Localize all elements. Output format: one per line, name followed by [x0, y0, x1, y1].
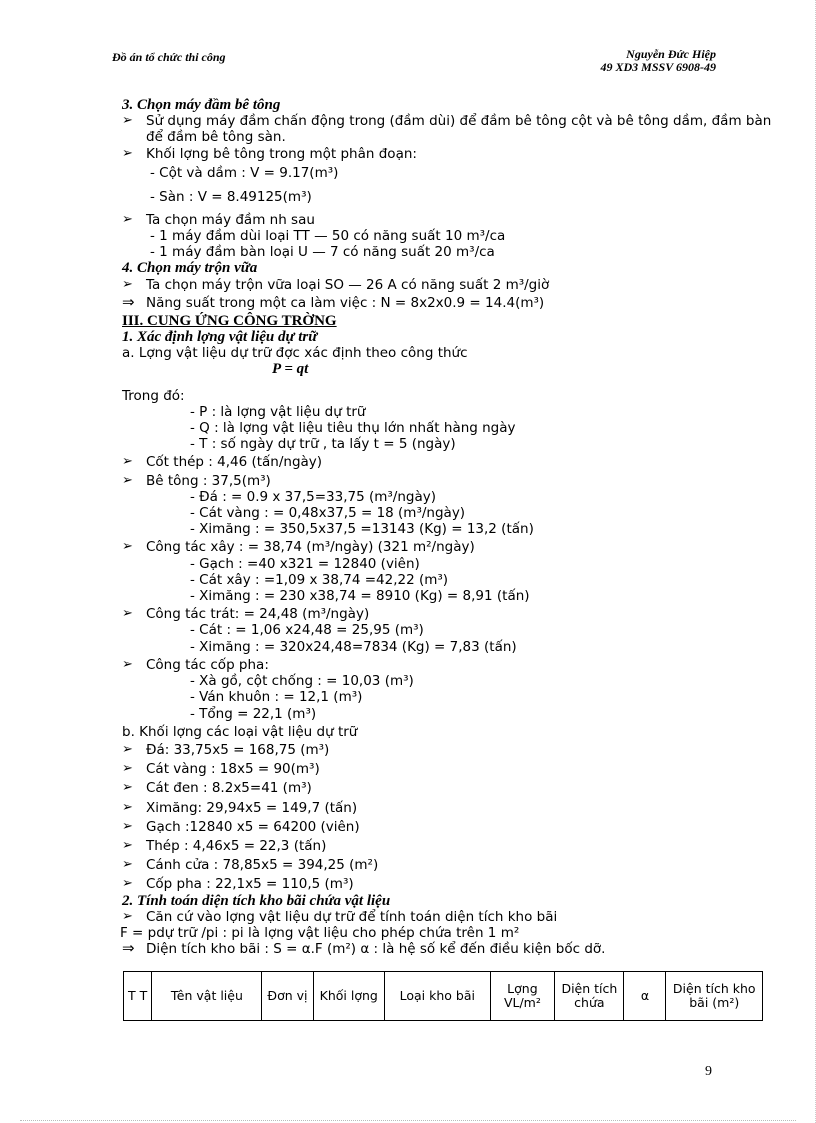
bullet-item: ➢ Sử dụng máy đầm chấn động trong (đầm dùi) để đầm bê tông cột và bê tông dầm, đầm bàn để đầm bê tông sàn.: [122, 113, 772, 145]
dash-item: - Q : là lợng vật liệu tiêu thụ lớn nhất hàng ngày: [190, 420, 516, 437]
dash-item: - Tổng = 22,1 (m³): [190, 705, 317, 722]
dash-item: - 1 máy đầm dùi loại TT — 50 có năng suất 10 m³/ca: [150, 228, 506, 245]
paragraph: Trong đó:: [122, 387, 185, 404]
dash-item: - Ximăng : = 350,5x37,5 =13143 (Kg) = 13,2 (tấn): [190, 521, 534, 538]
dash-item: - T : số ngày dự trữ , ta lấy t = 5 (ngày): [190, 436, 456, 453]
table-header-cell: T T: [124, 972, 152, 1021]
header-author-block: [601, 48, 716, 74]
bullet-item: ➢ Thép : 4,46x5 = 22,3 (tấn): [122, 838, 772, 854]
page-number: 9: [705, 1064, 712, 1079]
table-header-row: [124, 972, 763, 1021]
dash-item: - Cát : = 1,06 x24,48 = 25,95 (m³): [190, 622, 424, 639]
bullet-item: ➢ Cát đen : 8.2x5=41 (m³): [122, 780, 772, 796]
bullet-item: ➢ Căn cứ vào lợng vật liệu dự trữ để tính toán diện tích kho bãi: [122, 909, 772, 925]
table-header-cell: Khối lợng: [313, 972, 385, 1021]
formula-line: - Cột và dầm : V = 9.17(m³): [150, 164, 339, 181]
chapter-heading: III. CUNG ỨNG CÔNG TRỜNG: [122, 312, 337, 329]
bullet-item: ➢ Ta chọn máy trộn vữa loại SO — 26 A có năng suất 2 m³/giờ: [122, 277, 772, 293]
result-line: ⇒ Năng suất trong một ca làm việc : N = 8x2x0.9 = 14.4(m³): [122, 293, 772, 313]
bullet-item: ➢ Ta chọn máy đầm nh sau: [122, 212, 772, 228]
dash-item: - Ximăng : = 230 x38,74 = 8910 (Kg) = 8,91 (tấn): [190, 588, 530, 605]
table-header-cell: Lợng VL/m²: [490, 972, 555, 1021]
dash-item: - P : là lợng vật liệu dự trữ: [190, 403, 366, 420]
table-header-cell: Tên vật liệu: [152, 972, 262, 1021]
page-bottom-border: [20, 1120, 796, 1121]
dash-item: - Ximăng : = 320x24,48=7834 (Kg) = 7,83 (tấn): [190, 638, 517, 655]
bullet-item: ➢ Cát vàng : 18x5 = 90(m³): [122, 761, 772, 777]
bullet-item: ➢ Cốt thép : 4,46 (tấn/ngày): [122, 454, 772, 470]
table-header-cell: Đơn vị: [262, 972, 313, 1021]
bullet-item: ➢ Cốp pha : 22,1x5 = 110,5 (m³): [122, 876, 772, 892]
section-heading: 2. Tính toán diện tích kho bãi chứa vật liệu: [122, 892, 391, 909]
bullet-item: ➢ Công tác xây : = 38,74 (m³/ngày) (321 m²/ngày): [122, 539, 772, 555]
table-header-cell: Loại kho bãi: [385, 972, 491, 1021]
bullet-item: ➢ Bê tông : 37,5(m³): [122, 473, 772, 489]
dash-item: - Xà gồ, cột chống : = 10,03 (m³): [190, 673, 414, 690]
dash-item: - 1 máy đầm bàn loại U — 7 có năng suất 20 m³/ca: [150, 244, 495, 261]
paragraph: a. Lợng vật liệu dự trữ đợc xác định theo công thức: [122, 345, 468, 362]
paragraph: F = pdự trữ /pi : pi là lợng vật liệu cho phép chứa trên 1 m²: [120, 924, 520, 941]
document-body: [122, 97, 772, 957]
bullet-item: ➢ Cánh cửa : 78,85x5 = 394,25 (m²): [122, 857, 772, 873]
dash-item: - Đá : = 0.9 x 37,5=33,75 (m³/ngày): [190, 488, 437, 505]
bullet-item: ➢ Đá: 33,75x5 = 168,75 (m³): [122, 742, 772, 758]
section-heading: 1. Xác định lợng vật liệu dự trữ: [122, 329, 318, 346]
table-header-cell: α: [624, 972, 666, 1021]
dash-item: - Cát vàng : = 0,48x37,5 = 18 (m³/ngày): [190, 505, 466, 522]
result-line: ⇒ Diện tích kho bãi : S = α.F (m²) α : là hệ số kể đến điều kiện bốc dỡ.: [122, 941, 772, 957]
formula-line: P = qt: [272, 361, 309, 378]
bullet-item: ➢ Công tác trát: = 24,48 (m³/ngày): [122, 606, 772, 622]
formula-line: - Sàn : V = 8.49125(m³): [150, 188, 312, 205]
bullet-item: ➢ Khối lợng bê tông trong một phân đoạn:: [122, 146, 772, 162]
dash-item: - Cát xây : =1,09 x 38,74 =42,22 (m³): [190, 571, 449, 588]
paragraph: b. Khối lợng các loại vật liệu dự trữ: [122, 723, 358, 740]
header-author: Nguyễn Đức Hiệp: [626, 47, 716, 61]
dash-item: - Ván khuôn : = 12,1 (m³): [190, 689, 363, 706]
bullet-item: ➢ Gạch :12840 x5 = 64200 (viên): [122, 819, 772, 835]
header-class-id: 49 XD3 MSSV 6908-49: [600, 60, 716, 74]
section-heading: 3. Chọn máy đầm bê tông: [122, 97, 281, 113]
dash-item: - Gạch : =40 x321 = 12840 (viên): [190, 555, 420, 572]
storage-area-table: [123, 971, 763, 1021]
section-heading: 4. Chọn máy trộn vữa: [122, 260, 258, 277]
bullet-item: ➢ Công tác cốp pha:: [122, 657, 772, 673]
table-header-cell: Diện tích chứa: [555, 972, 624, 1021]
header-document-title: Đồ án tổ chức thi công: [112, 50, 226, 64]
table-header-cell: Diện tích kho bãi (m²): [666, 972, 763, 1021]
bullet-item: ➢ Ximăng: 29,94x5 = 149,7 (tấn): [122, 800, 772, 816]
